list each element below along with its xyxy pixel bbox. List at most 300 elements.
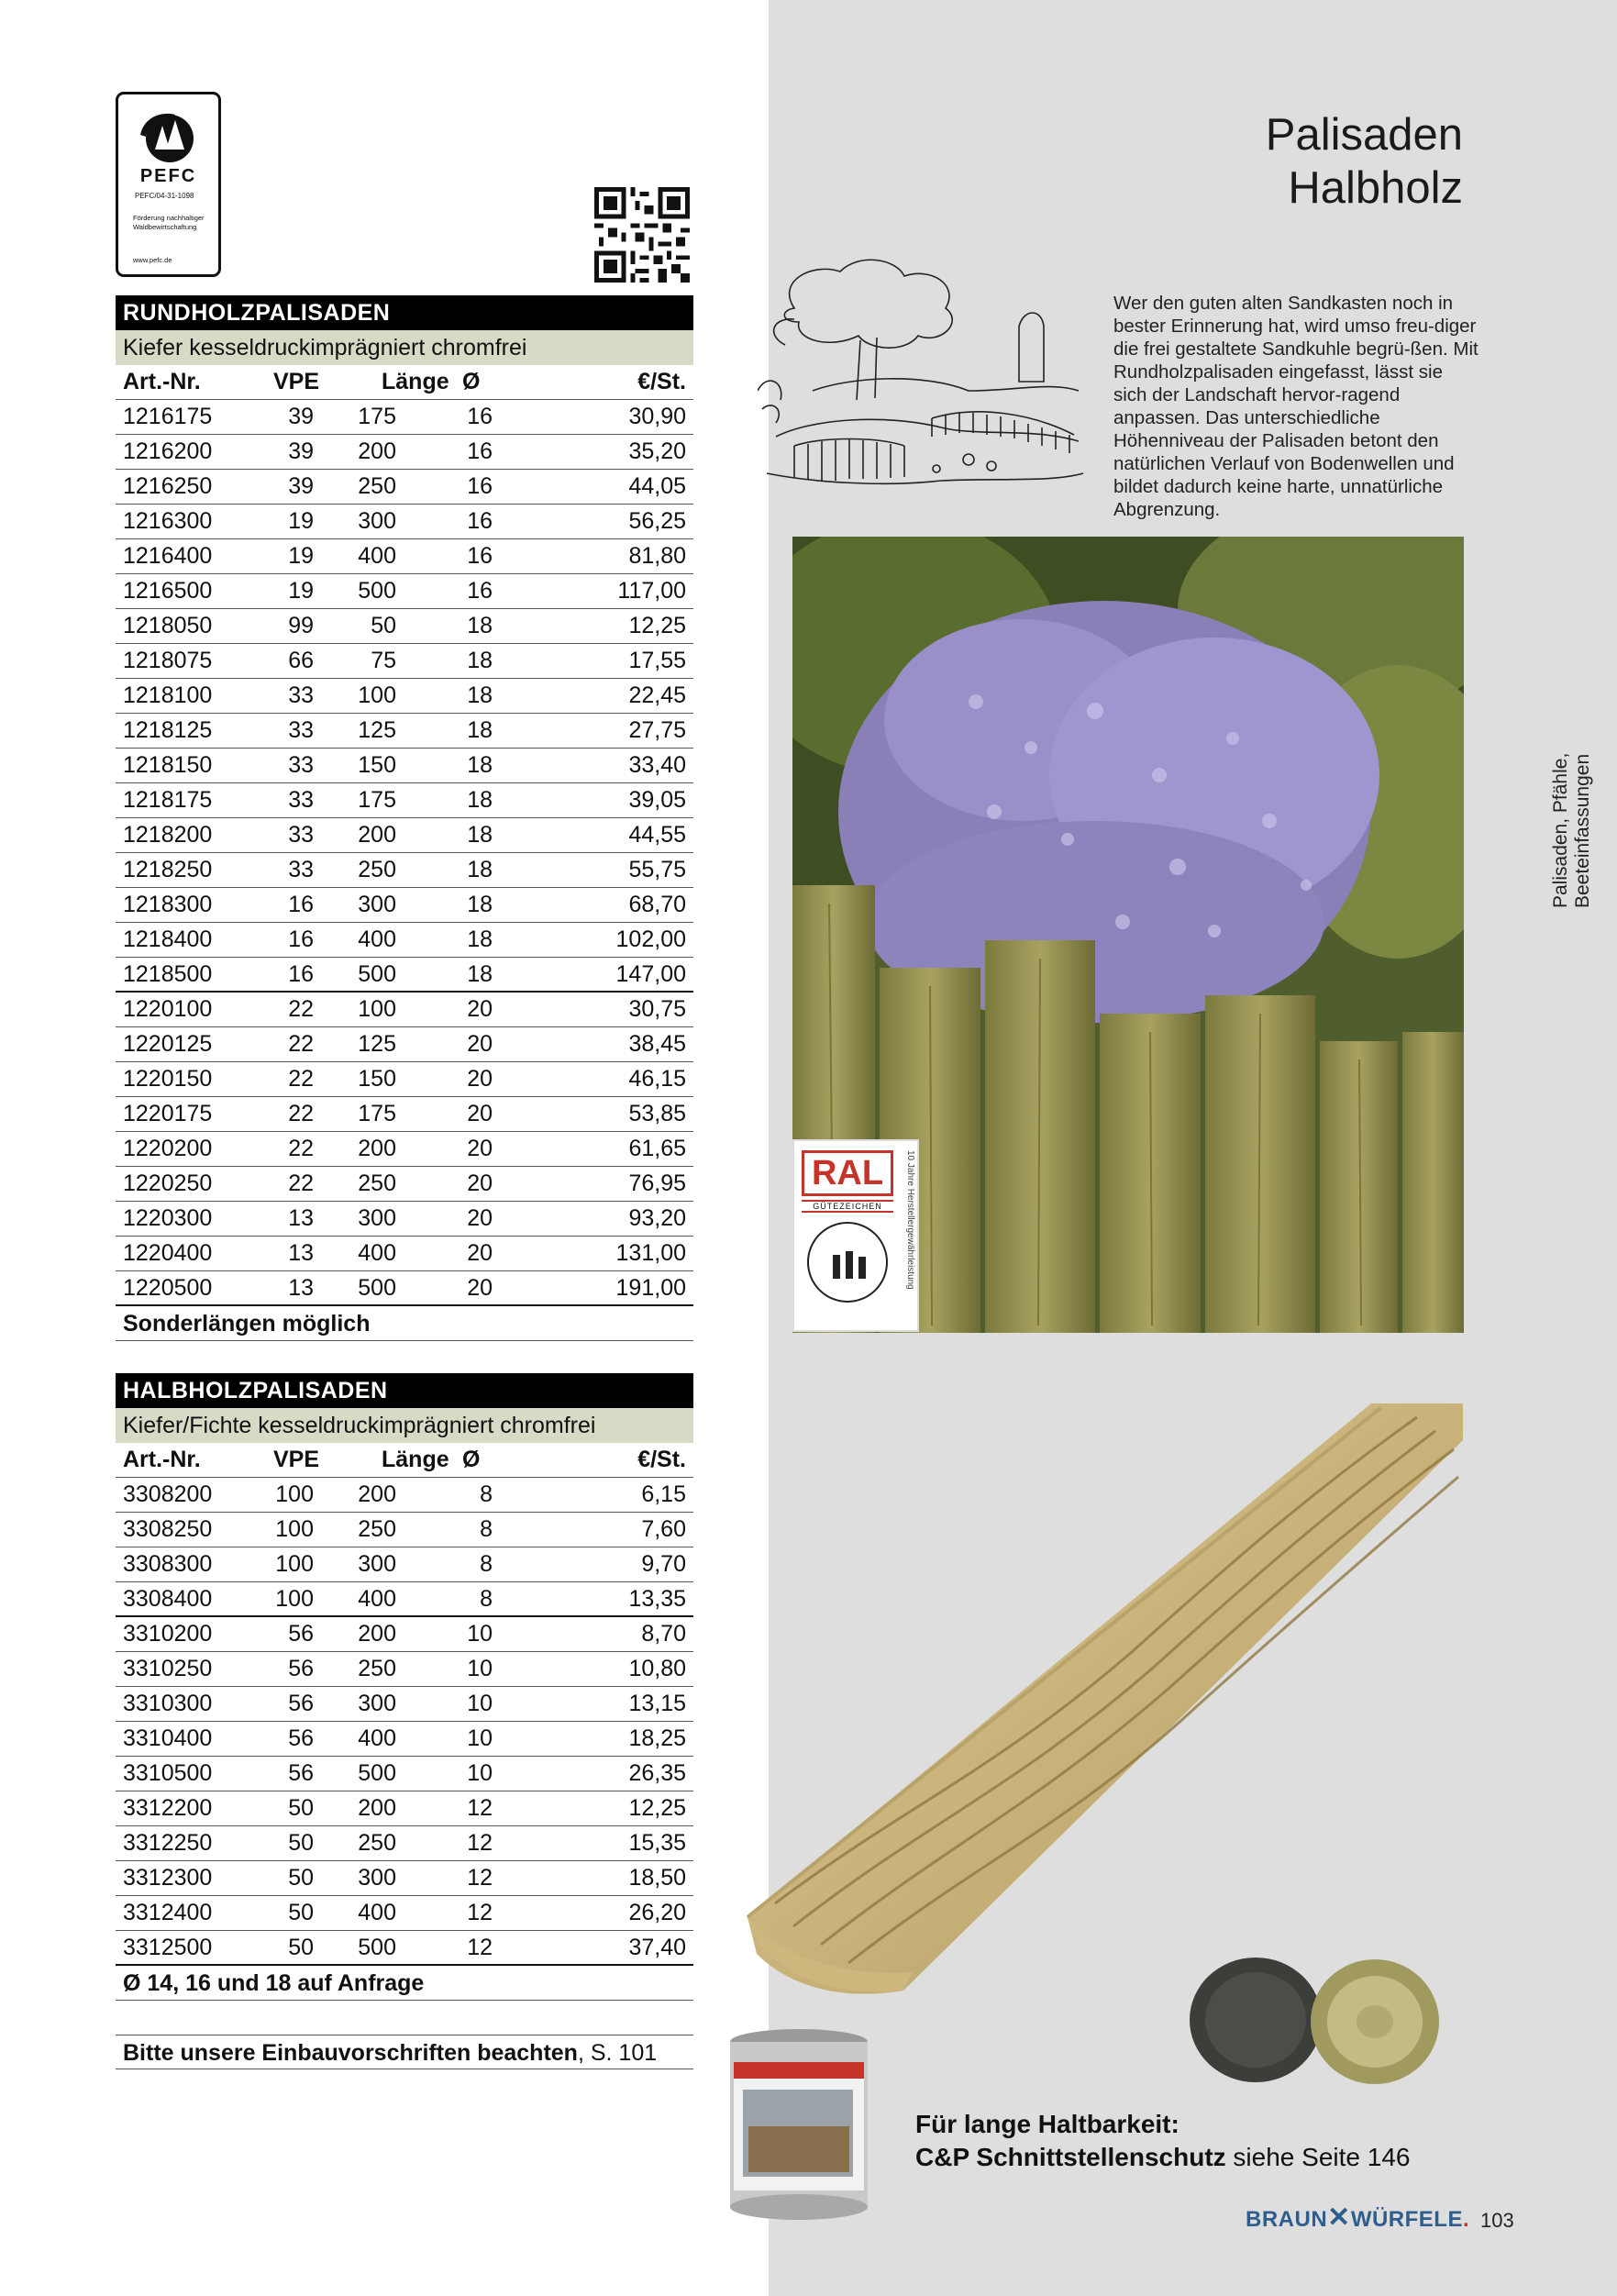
- cell-art-nr: 1216175: [123, 404, 213, 429]
- cell-price: 38,45: [628, 1031, 686, 1057]
- cell-laenge: 300: [358, 1205, 396, 1231]
- cell-laenge: 100: [358, 682, 396, 708]
- cell-vpe: 56: [288, 1760, 314, 1786]
- table-row: [116, 1167, 693, 1202]
- cell-laenge: 175: [358, 404, 396, 429]
- col-laenge: Länge: [382, 369, 449, 394]
- cell-art-nr: 1218400: [123, 926, 213, 952]
- cell-diameter: 20: [467, 1066, 493, 1092]
- cell-price: 7,60: [641, 1516, 686, 1542]
- cell-laenge: 250: [358, 1170, 396, 1196]
- cell-laenge: 250: [358, 473, 396, 499]
- cell-vpe: 50: [288, 1900, 314, 1925]
- table-row: [116, 993, 693, 1027]
- cell-art-nr: 3310250: [123, 1656, 213, 1681]
- cell-vpe: 22: [288, 1066, 314, 1092]
- cell-art-nr: 3310300: [123, 1691, 213, 1716]
- cell-diameter: 12: [467, 1830, 493, 1856]
- cell-art-nr: 1216250: [123, 473, 213, 499]
- table-row: [116, 958, 693, 993]
- table-row: [116, 1062, 693, 1097]
- cell-price: 76,95: [628, 1170, 686, 1196]
- cell-diameter: 18: [467, 892, 493, 917]
- cell-art-nr: 3308250: [123, 1516, 213, 1542]
- care-line-1-text: Für lange Haltbarkeit:: [915, 2110, 1180, 2138]
- cell-diameter: 18: [467, 613, 493, 638]
- cell-diameter: 18: [467, 961, 493, 987]
- table-row: [116, 435, 693, 470]
- table-row: [116, 1722, 693, 1757]
- table-row: [116, 818, 693, 853]
- cell-price: 44,55: [628, 822, 686, 848]
- cell-art-nr: 3308400: [123, 1586, 213, 1612]
- care-line-1: [915, 2108, 1410, 2141]
- cell-price: 117,00: [617, 578, 686, 604]
- cell-art-nr: 1216500: [123, 578, 213, 604]
- pefc-url: www.pefc.de: [133, 256, 172, 264]
- cell-laenge: 175: [358, 1101, 396, 1126]
- cell-price: 17,55: [628, 648, 686, 673]
- cell-vpe: 33: [288, 752, 314, 778]
- cell-diameter: 16: [467, 543, 493, 569]
- cell-art-nr: 1220100: [123, 996, 213, 1022]
- cell-price: 13,35: [628, 1586, 686, 1612]
- cell-diameter: 20: [467, 1205, 493, 1231]
- cell-vpe: 19: [288, 578, 314, 604]
- cell-art-nr: 1218075: [123, 648, 213, 673]
- table-row: [116, 1547, 693, 1582]
- cell-art-nr: 1220300: [123, 1205, 213, 1231]
- cell-vpe: 100: [275, 1481, 314, 1507]
- ral-warranty-text: 10 Jahre Herstellergewährleistung: [905, 1150, 915, 1290]
- cell-art-nr: 1220250: [123, 1170, 213, 1196]
- cell-vpe: 22: [288, 996, 314, 1022]
- cell-art-nr: 1218050: [123, 613, 213, 638]
- cell-diameter: 18: [467, 926, 493, 952]
- table-row: [116, 853, 693, 888]
- page-title: [1266, 108, 1463, 215]
- cell-laenge: 200: [358, 822, 396, 848]
- table-row: [116, 1582, 693, 1617]
- cell-art-nr: 3310400: [123, 1725, 213, 1751]
- table-row: [116, 1757, 693, 1791]
- cell-vpe: 39: [288, 438, 314, 464]
- cell-art-nr: 1220125: [123, 1031, 213, 1057]
- cell-art-nr: 1218100: [123, 682, 213, 708]
- cell-diameter: 12: [467, 1865, 493, 1891]
- protective-paint-can-image: [721, 2025, 877, 2223]
- cell-price: 53,85: [628, 1101, 686, 1126]
- ral-quality-badge: [792, 1139, 919, 1332]
- cell-laenge: 500: [358, 1760, 396, 1786]
- cell-art-nr: 3312250: [123, 1830, 213, 1856]
- cell-price: 12,25: [628, 613, 686, 638]
- cell-diameter: 10: [467, 1656, 493, 1681]
- table-row: [116, 1826, 693, 1861]
- cell-vpe: 16: [288, 961, 314, 987]
- cell-art-nr: 1218250: [123, 857, 213, 882]
- table-row: [116, 1791, 693, 1826]
- cell-laenge: 175: [358, 787, 396, 813]
- cell-laenge: 400: [358, 543, 396, 569]
- cell-price: 26,20: [628, 1900, 686, 1925]
- cell-laenge: 300: [358, 892, 396, 917]
- cell-vpe: 56: [288, 1621, 314, 1647]
- care-page-ref: siehe Seite 146: [1225, 2143, 1411, 2171]
- cell-vpe: 33: [288, 682, 314, 708]
- cell-diameter: 18: [467, 752, 493, 778]
- cell-laenge: 400: [358, 1240, 396, 1266]
- cell-price: 56,25: [628, 508, 686, 534]
- cell-laenge: 250: [358, 1830, 396, 1856]
- table-title: RUNDHOLZPALISADEN: [116, 295, 693, 330]
- cell-art-nr: 1220175: [123, 1101, 213, 1126]
- cell-diameter: 18: [467, 822, 493, 848]
- cell-art-nr: 3308300: [123, 1551, 213, 1577]
- cell-diameter: 18: [467, 648, 493, 673]
- cell-vpe: 33: [288, 822, 314, 848]
- cell-diameter: 18: [467, 857, 493, 882]
- cell-vpe: 66: [288, 648, 314, 673]
- cut-end-discs-image: [1187, 1954, 1444, 2087]
- cell-laenge: 250: [358, 1516, 396, 1542]
- cell-art-nr: 3310200: [123, 1621, 213, 1647]
- cell-laenge: 200: [358, 1621, 396, 1647]
- cell-price: 8,70: [641, 1621, 686, 1647]
- cell-price: 30,90: [628, 404, 686, 429]
- cell-vpe: 100: [275, 1586, 314, 1612]
- cell-laenge: 250: [358, 857, 396, 882]
- cell-price: 26,35: [628, 1760, 686, 1786]
- care-line-2: [915, 2141, 1410, 2174]
- table-row: [116, 923, 693, 958]
- table-row: [116, 1271, 693, 1306]
- cell-price: 33,40: [628, 752, 686, 778]
- cell-laenge: 500: [358, 961, 396, 987]
- cell-laenge: 400: [358, 1900, 396, 1925]
- table-body: [116, 1478, 693, 1966]
- cell-price: 131,00: [615, 1240, 686, 1266]
- cell-laenge: 75: [371, 648, 396, 673]
- cell-vpe: 39: [288, 404, 314, 429]
- cell-laenge: 100: [358, 996, 396, 1022]
- table-subtitle: Kiefer/Fichte kesseldruckimprägniert chromfrei: [116, 1408, 693, 1443]
- cell-art-nr: 1218300: [123, 892, 213, 917]
- cell-diameter: 10: [467, 1760, 493, 1786]
- col-vpe: VPE: [273, 369, 320, 394]
- cell-laenge: 500: [358, 578, 396, 604]
- cell-diameter: 8: [480, 1516, 493, 1542]
- logo-left: BRAUN: [1246, 2207, 1328, 2232]
- cell-vpe: 19: [288, 508, 314, 534]
- pefc-logo: [116, 92, 221, 277]
- cell-diameter: 10: [467, 1691, 493, 1716]
- cell-price: 30,75: [628, 996, 686, 1022]
- cell-price: 18,25: [628, 1725, 686, 1751]
- cell-diameter: 12: [467, 1935, 493, 1960]
- table-row: [116, 714, 693, 749]
- table-row: [116, 1027, 693, 1062]
- cell-art-nr: 3312300: [123, 1865, 213, 1891]
- cell-art-nr: 1218500: [123, 961, 213, 987]
- side-tab-line-1: Palisaden, Pfähle,: [1550, 752, 1571, 908]
- cell-art-nr: 3312500: [123, 1935, 213, 1960]
- cell-diameter: 12: [467, 1795, 493, 1821]
- cell-diameter: 8: [480, 1586, 493, 1612]
- cell-diameter: 16: [467, 404, 493, 429]
- cell-art-nr: 1216300: [123, 508, 213, 534]
- cell-price: 44,05: [628, 473, 686, 499]
- cell-price: 15,35: [628, 1830, 686, 1856]
- cell-price: 12,25: [628, 1795, 686, 1821]
- cell-laenge: 200: [358, 1136, 396, 1161]
- pefc-brand: PEFC: [139, 166, 197, 186]
- braun-wuerfele-logo: [1246, 2202, 1469, 2234]
- cell-laenge: 500: [358, 1275, 396, 1301]
- cell-vpe: 50: [288, 1935, 314, 1960]
- cell-diameter: 20: [467, 996, 493, 1022]
- col-art-nr: Art.-Nr.: [123, 1447, 201, 1472]
- cell-price: 147,00: [615, 961, 686, 987]
- table-note: Ø 14, 16 und 18 auf Anfrage: [116, 1966, 693, 2001]
- cell-vpe: 99: [288, 613, 314, 638]
- table-row: [116, 1617, 693, 1652]
- page-number: 103: [1480, 2209, 1514, 2232]
- cell-price: 35,20: [628, 438, 686, 464]
- cell-diameter: 8: [480, 1551, 493, 1577]
- cell-diameter: 20: [467, 1136, 493, 1161]
- cell-vpe: 33: [288, 717, 314, 743]
- cell-vpe: 22: [288, 1101, 314, 1126]
- cell-price: 10,80: [628, 1656, 686, 1681]
- cell-diameter: 20: [467, 1101, 493, 1126]
- table-row: [116, 400, 693, 435]
- table-row: [116, 749, 693, 783]
- table-header-row: [116, 1443, 693, 1478]
- cell-art-nr: 3312400: [123, 1900, 213, 1925]
- cell-vpe: 50: [288, 1830, 314, 1856]
- cell-art-nr: 1220150: [123, 1066, 213, 1092]
- care-note: [915, 2108, 1410, 2174]
- impregnated-wood-seal-icon: [807, 1222, 888, 1303]
- col-diameter: Ø: [462, 369, 481, 394]
- cell-laenge: 150: [358, 1066, 396, 1092]
- install-note: [116, 2035, 693, 2069]
- cell-laenge: 200: [358, 1795, 396, 1821]
- cell-art-nr: 3312200: [123, 1795, 213, 1821]
- care-product-name: C&P Schnittstellenschutz: [915, 2143, 1226, 2171]
- cell-vpe: 13: [288, 1205, 314, 1231]
- cell-art-nr: 3308200: [123, 1481, 213, 1507]
- col-diameter: Ø: [462, 1447, 481, 1472]
- table-subtitle: Kiefer kesseldruckimprägniert chromfrei: [116, 330, 693, 365]
- cell-art-nr: 1218200: [123, 822, 213, 848]
- cell-price: 191,00: [615, 1275, 686, 1301]
- description-text: Wer den guten alten Sandkasten noch in bester Erinnerung hat, wird umso freu-diger die frei gestaltete Sandkuhle begrü-ßen. Mit Rundholzpalisaden eingefasst, lässt sie sich der Landschaft hervor-ragend anpassen. Das unterschiedliche Höhenniveau der Palisaden betont den natürlichen Verlauf von Bodenwellen und bildet dadurch keine harte, unnatürliche Abgrenzung.: [1113, 293, 1479, 520]
- cell-vpe: 50: [288, 1795, 314, 1821]
- logo-right: WÜRFELE: [1350, 2207, 1463, 2232]
- cell-price: 27,75: [628, 717, 686, 743]
- table-row: [116, 1652, 693, 1687]
- cell-laenge: 200: [358, 438, 396, 464]
- table-row: [116, 888, 693, 923]
- ral-sub-label: GÜTEZEICHEN: [802, 1200, 893, 1213]
- cell-vpe: 22: [288, 1031, 314, 1057]
- table-row: [116, 1931, 693, 1966]
- sandpit-sketch-illustration: [758, 253, 1088, 492]
- cell-diameter: 16: [467, 508, 493, 534]
- cell-vpe: 13: [288, 1240, 314, 1266]
- qr-code: [594, 187, 690, 283]
- cell-laenge: 400: [358, 1586, 396, 1612]
- table-row: [116, 470, 693, 505]
- cell-vpe: 16: [288, 926, 314, 952]
- cell-vpe: 33: [288, 787, 314, 813]
- cell-laenge: 300: [358, 1691, 396, 1716]
- cell-art-nr: 1220200: [123, 1136, 213, 1161]
- cell-diameter: 12: [467, 1900, 493, 1925]
- cell-diameter: 20: [467, 1031, 493, 1057]
- halbholz-table: [116, 1373, 693, 2001]
- half-round-palisade-image: [738, 1403, 1472, 2009]
- table-row: [116, 574, 693, 609]
- table-row: [116, 783, 693, 818]
- cell-diameter: 10: [467, 1621, 493, 1647]
- rundholz-table: [116, 295, 693, 1341]
- cell-art-nr: 1218125: [123, 717, 213, 743]
- cell-diameter: 18: [467, 682, 493, 708]
- table-row: [116, 1237, 693, 1271]
- table-row: [116, 1513, 693, 1547]
- cell-diameter: 16: [467, 438, 493, 464]
- col-laenge: Länge: [382, 1447, 449, 1472]
- title-line-1: Palisaden: [1265, 110, 1463, 160]
- cell-laenge: 400: [358, 1725, 396, 1751]
- cell-vpe: 100: [275, 1551, 314, 1577]
- cell-price: 9,70: [641, 1551, 686, 1577]
- table-body: [116, 400, 693, 1306]
- table-row: [116, 505, 693, 539]
- cell-price: 81,80: [628, 543, 686, 569]
- cell-laenge: 300: [358, 1551, 396, 1577]
- cell-diameter: 20: [467, 1275, 493, 1301]
- cell-laenge: 250: [358, 1656, 396, 1681]
- cell-vpe: 56: [288, 1725, 314, 1751]
- cell-laenge: 150: [358, 752, 396, 778]
- cell-vpe: 50: [288, 1865, 314, 1891]
- cell-laenge: 500: [358, 1935, 396, 1960]
- cell-price: 68,70: [628, 892, 686, 917]
- cell-price: 61,65: [628, 1136, 686, 1161]
- cell-vpe: 100: [275, 1516, 314, 1542]
- cell-price: 39,05: [628, 787, 686, 813]
- title-line-2: Halbholz: [1288, 163, 1463, 213]
- cell-vpe: 22: [288, 1136, 314, 1161]
- cell-vpe: 13: [288, 1275, 314, 1301]
- cell-art-nr: 3310500: [123, 1760, 213, 1786]
- cell-price: 13,15: [628, 1691, 686, 1716]
- cell-vpe: 33: [288, 857, 314, 882]
- cell-vpe: 56: [288, 1691, 314, 1716]
- cell-laenge: 125: [358, 1031, 396, 1057]
- cell-diameter: 18: [467, 787, 493, 813]
- cell-diameter: 20: [467, 1170, 493, 1196]
- table-row: [116, 609, 693, 644]
- table-row: [116, 679, 693, 714]
- table-note: Sonderlängen möglich: [116, 1306, 693, 1341]
- col-price: €/St.: [637, 369, 686, 394]
- cell-vpe: 22: [288, 1170, 314, 1196]
- col-price: €/St.: [637, 1447, 686, 1472]
- side-tab-line-2: Beeteinfassungen: [1572, 753, 1593, 908]
- cell-price: 102,00: [615, 926, 686, 952]
- cell-diameter: 20: [467, 1240, 493, 1266]
- table-row: [116, 539, 693, 574]
- table-row: [116, 1202, 693, 1237]
- cell-price: 22,45: [628, 682, 686, 708]
- chapter-side-tab: [1550, 734, 1594, 908]
- logo-x-icon: ✕: [1327, 2202, 1351, 2233]
- table-row: [116, 1132, 693, 1167]
- cell-laenge: 50: [371, 613, 396, 638]
- cell-laenge: 300: [358, 1865, 396, 1891]
- table-title: HALBHOLZPALISADEN: [116, 1373, 693, 1408]
- cell-price: 55,75: [628, 857, 686, 882]
- col-art-nr: Art.-Nr.: [123, 369, 201, 394]
- cell-vpe: 39: [288, 473, 314, 499]
- cell-diameter: 18: [467, 717, 493, 743]
- install-note-rest: , S. 101: [577, 2040, 658, 2066]
- table-row: [116, 1687, 693, 1722]
- cell-art-nr: 1216400: [123, 543, 213, 569]
- cell-price: 18,50: [628, 1865, 686, 1891]
- cell-price: 37,40: [628, 1935, 686, 1960]
- cell-diameter: 10: [467, 1725, 493, 1751]
- cell-price: 93,20: [628, 1205, 686, 1231]
- table-row: [116, 1861, 693, 1896]
- cell-art-nr: 1218150: [123, 752, 213, 778]
- cell-laenge: 400: [358, 926, 396, 952]
- cell-vpe: 19: [288, 543, 314, 569]
- pefc-tree-icon: [135, 107, 205, 164]
- cell-vpe: 56: [288, 1656, 314, 1681]
- cell-art-nr: 1220500: [123, 1275, 213, 1301]
- col-vpe: VPE: [273, 1447, 320, 1472]
- cell-laenge: 125: [358, 717, 396, 743]
- install-note-bold: Bitte unsere Einbauvorschriften beachten: [123, 2040, 578, 2066]
- table-row: [116, 644, 693, 679]
- cell-laenge: 200: [358, 1481, 396, 1507]
- pefc-code: PEFC/04-31-1098: [135, 192, 194, 200]
- ral-label: RAL: [802, 1150, 893, 1196]
- cell-art-nr: 1220400: [123, 1240, 213, 1266]
- table-header-row: [116, 365, 693, 400]
- table-row: [116, 1896, 693, 1931]
- cell-art-nr: 1216200: [123, 438, 213, 464]
- cell-art-nr: 1218175: [123, 787, 213, 813]
- table-row: [116, 1097, 693, 1132]
- cell-diameter: 16: [467, 578, 493, 604]
- table-row: [116, 1478, 693, 1513]
- pefc-slogan: Förderung nachhaltiger Waldbewirtschaftung: [133, 214, 205, 231]
- cell-laenge: 300: [358, 508, 396, 534]
- cell-vpe: 16: [288, 892, 314, 917]
- cell-diameter: 8: [480, 1481, 493, 1507]
- cell-diameter: 16: [467, 473, 493, 499]
- logo-dot-icon: .: [1462, 2207, 1470, 2232]
- cell-price: 6,15: [641, 1481, 686, 1507]
- cell-price: 46,15: [628, 1066, 686, 1092]
